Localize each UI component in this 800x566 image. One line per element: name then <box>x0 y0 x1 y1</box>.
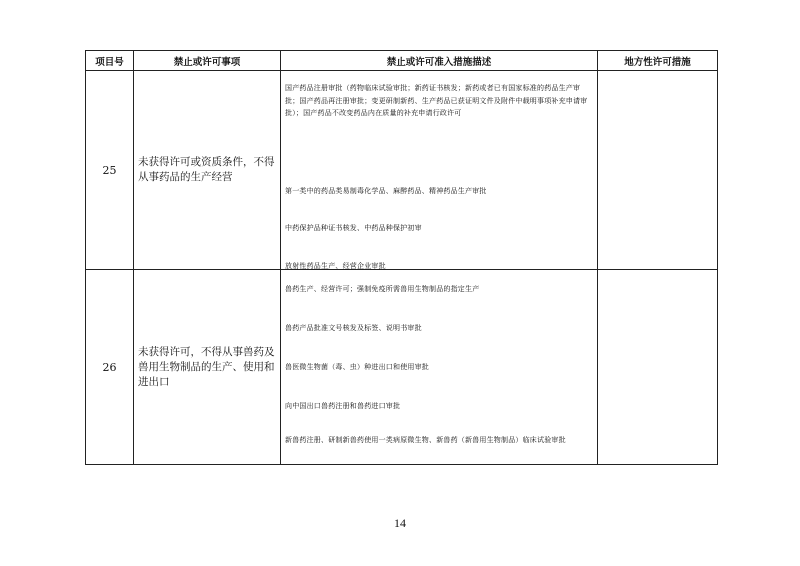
table-row <box>86 71 718 270</box>
measure-text: 放射性药品生产、经营企业审批 <box>285 262 386 270</box>
row-local-measures <box>598 270 718 465</box>
table-row <box>86 270 718 465</box>
measure-text: 兽医微生物菌（毒、虫）种进出口和使用审批 <box>285 363 429 371</box>
row-number: 26 <box>86 270 134 465</box>
table-header-row <box>86 51 718 71</box>
header-local-measures: 地方性许可措施 <box>598 51 718 71</box>
row-matter: 未获得许可，不得从事兽药及兽用生物制品的生产、使用和进出口 <box>134 270 281 465</box>
row-local-measures <box>598 71 718 270</box>
measure-text: 兽药生产、经营许可；强制免疫所需兽用生物制品的指定生产 <box>285 285 480 293</box>
measure-text: 向中国出口兽药注册和兽药进口审批 <box>285 402 401 410</box>
header-item-number: 项目号 <box>86 51 134 71</box>
measure-text: 国产药品注册审批（药物临床试验审批；新药证书核发；新药或者已有国家标准的药品生产审批；国产药品再注册审批；变更研制新药、生产药品已获证明文件及附件中载明事项补充申请审批）；国产药品不改变药品内在质量的补充申请行政许可 <box>285 84 588 117</box>
measure-text: 第一类中的药品类易制毒化学品、麻醉药品、精神药品生产审批 <box>285 187 487 195</box>
page-number: 14 <box>394 516 406 530</box>
permit-table <box>85 50 718 465</box>
measure-text: 中药保护品种证书核发、中药品种保护初审 <box>285 224 422 232</box>
measure-text: 兽药产品批准文号核发及标签、说明书审批 <box>285 324 422 332</box>
header-measure-description: 禁止或许可准入措施描述 <box>281 51 598 71</box>
row-measures <box>281 71 598 270</box>
row-measures <box>281 270 598 465</box>
row-matter: 未获得许可或资质条件，不得从事药品的生产经营 <box>134 71 281 270</box>
measure-text: 新兽药注册、研制新兽药使用一类病原微生物、新兽药（新兽用生物制品）临床试验审批 <box>285 436 566 444</box>
row-number: 25 <box>86 71 134 270</box>
header-matter: 禁止或许可事项 <box>134 51 281 71</box>
